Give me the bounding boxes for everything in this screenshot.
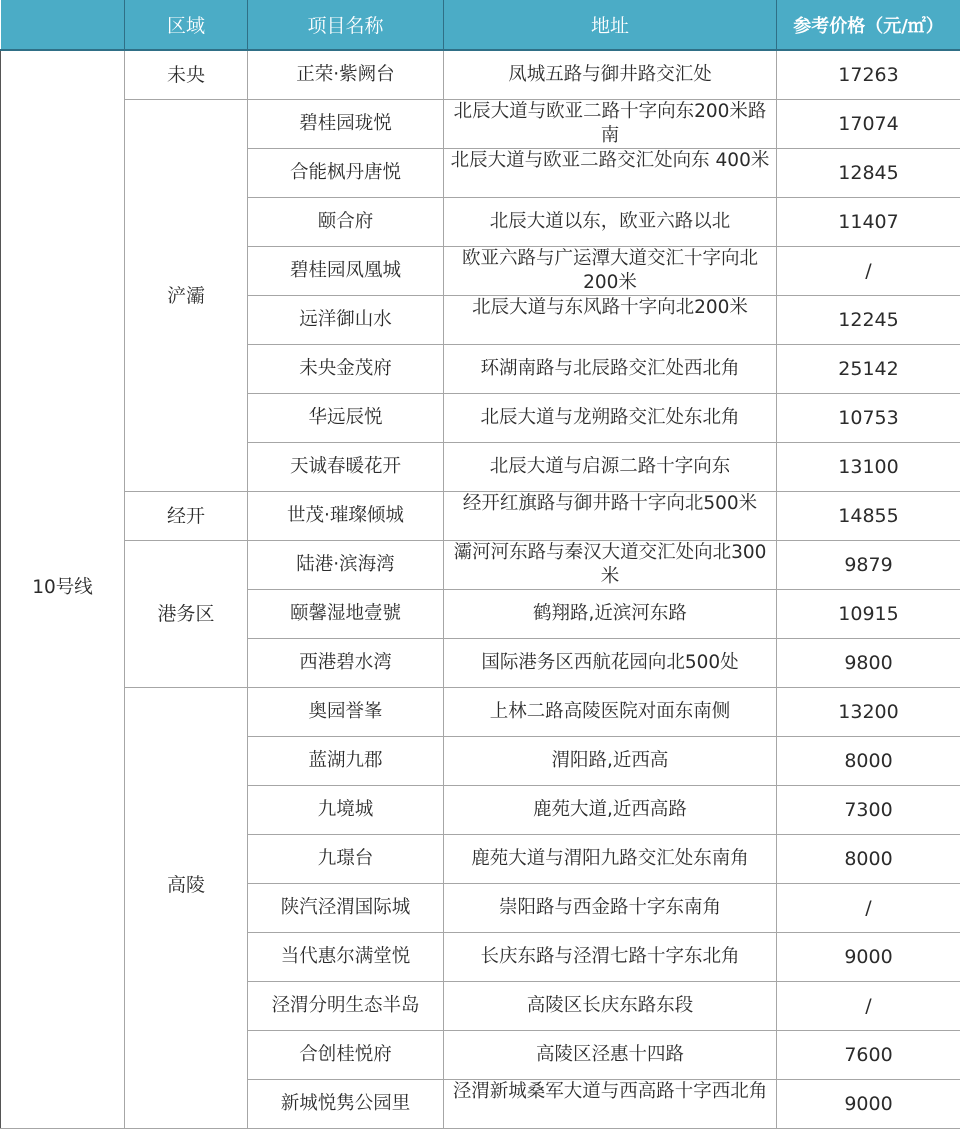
address-text: 高陵区长庆东路东段 [448, 982, 772, 1030]
address-cell [444, 1031, 777, 1080]
table-row [1, 492, 960, 541]
address-text: 欧亚六路与广运潭大道交汇十字向北200米 [448, 247, 772, 295]
price-cell: 12845 [777, 149, 960, 198]
address-cell [444, 884, 777, 933]
address-cell [444, 982, 777, 1031]
address-text: 北辰大道以东，欧亚六路以北 [448, 198, 772, 246]
address-cell [444, 737, 777, 786]
address-text: 灞河河东路与秦汉大道交汇处向北300米 [448, 541, 772, 589]
project-name-cell: 当代惠尔满堂悦 [248, 933, 444, 982]
address-cell [444, 492, 777, 541]
price-cell: 9879 [777, 541, 960, 590]
project-name-cell: 蓝湖九郡 [248, 737, 444, 786]
address-cell [444, 394, 777, 443]
project-name-cell: 颐馨湿地壹號 [248, 590, 444, 639]
price-cell: 7600 [777, 1031, 960, 1080]
address-cell [444, 688, 777, 737]
address-cell [444, 50, 777, 100]
header-line [1, 0, 125, 50]
address-text: 上林二路高陵医院对面东南侧 [448, 688, 772, 736]
address-cell [444, 590, 777, 639]
table-row [1, 541, 960, 590]
project-name-cell: 正荣·紫阙台 [248, 50, 444, 100]
project-name-cell: 陕汽泾渭国际城 [248, 884, 444, 933]
address-cell [444, 149, 777, 198]
price-cell: 10753 [777, 394, 960, 443]
table-header-row [1, 0, 960, 50]
area-cell: 高陵 [125, 688, 248, 1129]
price-cell: 7300 [777, 786, 960, 835]
address-text: 鹤翔路,近滨河东路 [448, 590, 772, 638]
area-cell: 经开 [125, 492, 248, 541]
project-name-cell: 远洋御山水 [248, 296, 444, 345]
price-cell: 14855 [777, 492, 960, 541]
header-name: 项目名称 [248, 0, 444, 50]
project-name-cell: 碧桂园珑悦 [248, 100, 444, 149]
address-cell [444, 835, 777, 884]
project-name-cell: 九璟台 [248, 835, 444, 884]
address-cell [444, 443, 777, 492]
price-cell: 25142 [777, 345, 960, 394]
address-cell [444, 541, 777, 590]
address-cell [444, 296, 777, 345]
address-text: 北辰大道与启源二路十字向东 [448, 443, 772, 491]
address-cell [444, 933, 777, 982]
address-cell [444, 786, 777, 835]
address-text: 北辰大道与欧亚二路十字向东200米路南 [448, 100, 772, 148]
address-text: 崇阳路与西金路十字东南角 [448, 884, 772, 932]
table-row [1, 100, 960, 149]
address-text: 经开红旗路与御井路十字向北500米 [448, 492, 772, 540]
address-cell [444, 639, 777, 688]
project-name-cell: 碧桂园凤凰城 [248, 247, 444, 296]
price-cell: 8000 [777, 835, 960, 884]
address-text: 国际港务区西航花园向北500处 [448, 639, 772, 687]
address-text: 北辰大道与龙朔路交汇处东北角 [448, 394, 772, 442]
address-text: 泾渭新城桑军大道与西高路十字西北角 [448, 1080, 772, 1128]
area-cell: 浐灞 [125, 100, 248, 492]
address-text: 凤城五路与御井路交汇处 [448, 51, 772, 99]
address-text: 环湖南路与北辰路交汇处西北角 [448, 345, 772, 393]
address-cell [444, 247, 777, 296]
price-cell: 17074 [777, 100, 960, 149]
price-cell: 12245 [777, 296, 960, 345]
price-cell: 13200 [777, 688, 960, 737]
price-cell: 13100 [777, 443, 960, 492]
price-cell: 10915 [777, 590, 960, 639]
address-text: 长庆东路与泾渭七路十字东北角 [448, 933, 772, 981]
project-name-cell: 新城悦隽公园里 [248, 1080, 444, 1129]
address-cell [444, 1080, 777, 1129]
address-cell [444, 100, 777, 149]
price-cell: 9800 [777, 639, 960, 688]
header-address: 地址 [444, 0, 777, 50]
address-text: 高陵区泾惠十四路 [448, 1031, 772, 1079]
price-cell: / [777, 247, 960, 296]
area-cell: 未央 [125, 50, 248, 100]
address-cell [444, 198, 777, 247]
address-text: 北辰大道与东风路十字向北200米 [448, 296, 772, 344]
project-name-cell: 泾渭分明生态半岛 [248, 982, 444, 1031]
price-cell: / [777, 982, 960, 1031]
address-text: 鹿苑大道,近西高路 [448, 786, 772, 834]
project-name-cell: 合创桂悦府 [248, 1031, 444, 1080]
project-name-cell: 陆港·滨海湾 [248, 541, 444, 590]
address-cell [444, 345, 777, 394]
project-name-cell: 奥园誉峯 [248, 688, 444, 737]
address-text: 鹿苑大道与渭阳九路交汇处东南角 [448, 835, 772, 883]
table-row [1, 688, 960, 737]
price-cell: 8000 [777, 737, 960, 786]
project-name-cell: 未央金茂府 [248, 345, 444, 394]
project-name-cell: 华远辰悦 [248, 394, 444, 443]
area-cell: 港务区 [125, 541, 248, 688]
header-price: 参考价格（元/㎡） [777, 0, 960, 50]
address-text: 渭阳路,近西高 [448, 737, 772, 785]
price-cell: 9000 [777, 933, 960, 982]
price-cell: / [777, 884, 960, 933]
price-cell: 9000 [777, 1080, 960, 1129]
header-area: 区域 [125, 0, 248, 50]
address-text: 北辰大道与欧亚二路交汇处向东 400米 [448, 149, 772, 197]
line-cell: 10号线 [1, 50, 125, 1129]
project-name-cell: 世茂·璀璨倾城 [248, 492, 444, 541]
project-name-cell: 天诚春暖花开 [248, 443, 444, 492]
project-name-cell: 颐合府 [248, 198, 444, 247]
project-name-cell: 九境城 [248, 786, 444, 835]
project-name-cell: 西港碧水湾 [248, 639, 444, 688]
price-cell: 11407 [777, 198, 960, 247]
project-name-cell: 合能枫丹唐悦 [248, 149, 444, 198]
price-cell: 17263 [777, 50, 960, 100]
table-row [1, 50, 960, 100]
